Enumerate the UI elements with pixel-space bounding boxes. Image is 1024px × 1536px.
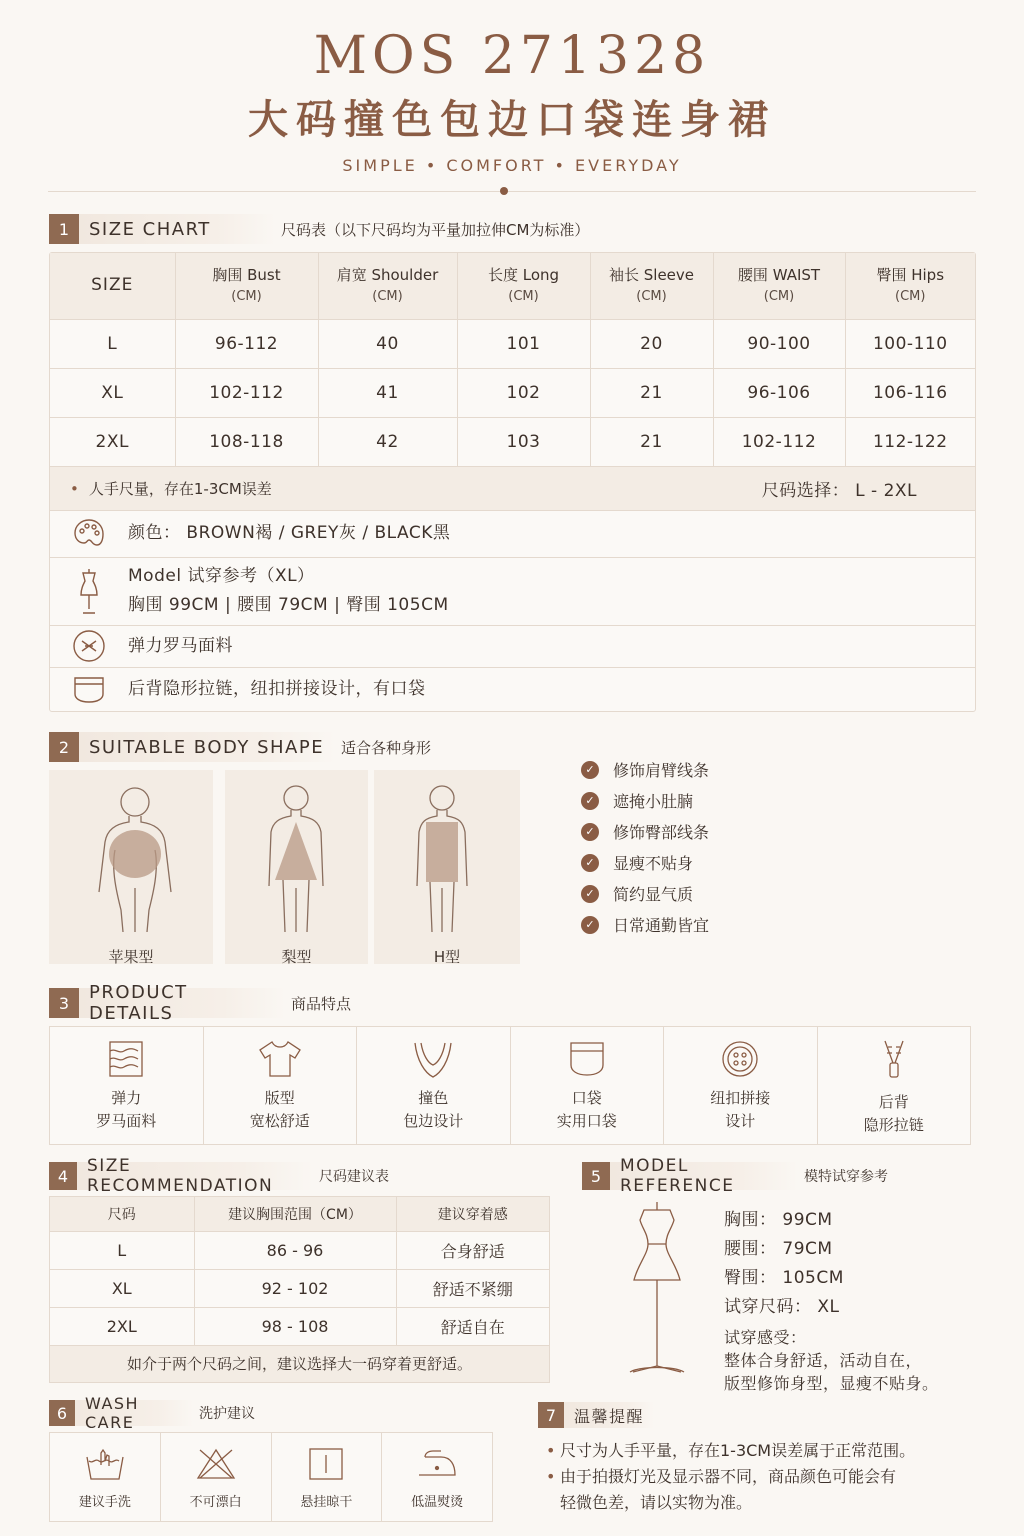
header-cell: SIZE (50, 253, 175, 319)
table-cell: 106-116 (845, 368, 975, 417)
check-icon: ✓ (581, 916, 599, 934)
list-item: • 尺寸为人手平量，存在1-3CM误差属于正常范围。 (546, 1438, 986, 1464)
model-measurements (724, 1205, 939, 1394)
hand-wash-icon (85, 1447, 125, 1481)
section-number: 3 (49, 988, 79, 1018)
model-waist: 腰围： 79CM (724, 1239, 833, 1259)
shape-label: 苹果型 (108, 948, 154, 966)
header-cell: 建议胸围范围（CM） (194, 1197, 396, 1231)
pocket-icon (72, 672, 106, 706)
section-number: 7 (538, 1402, 564, 1428)
shape-label: 梨型 (281, 948, 312, 966)
detail-zipper: 后背 隐形拉链 (818, 1027, 971, 1144)
section-title: SUITABLE BODY SHAPE (79, 732, 335, 762)
recommendation-panel (49, 1196, 550, 1383)
table-row (50, 1231, 549, 1269)
color-info: 颜色： BROWN褐 / GREY灰 / BLACK黑 (128, 523, 451, 543)
recommendation-note: 如介于两个尺码之间，建议选择大一码穿着更舒适。 (50, 1346, 549, 1382)
section-subtitle: 尺码建议表 (319, 1169, 389, 1185)
section-title: SIZE RECOMMENDATION (77, 1162, 313, 1190)
section-subtitle: 适合各种身形 (341, 738, 432, 757)
list-item: ✓ 日常通勤皆宜 (581, 909, 709, 940)
section-number: 1 (49, 214, 79, 244)
wash-care-panel (49, 1432, 493, 1522)
table-cell: 96-112 (175, 319, 318, 368)
section-title: MODEL REFERENCE (610, 1162, 798, 1190)
section-size-chart-heading (49, 214, 589, 244)
table-cell: 2XL (50, 417, 175, 466)
check-icon: ✓ (581, 854, 599, 872)
table-cell: L (50, 319, 175, 368)
recommendation-header-row (50, 1197, 549, 1231)
list-item: ✓ 遮掩小肚腩 (581, 785, 709, 816)
section-subtitle: 模特试穿参考 (804, 1169, 888, 1185)
detail-fit: 版型 宽松舒适 (204, 1027, 358, 1144)
table-cell: 20 (590, 319, 713, 368)
button-icon (720, 1039, 760, 1079)
table-cell: 98 - 108 (194, 1307, 396, 1345)
info-row-color (50, 511, 975, 558)
size-chart-header-row (50, 253, 975, 319)
section-subtitle: 洗护建议 (199, 1406, 255, 1422)
product-details-panel (49, 1026, 971, 1145)
size-chart-panel (49, 252, 976, 712)
table-cell: 合身舒适 (396, 1231, 549, 1269)
shape-label: H型 (433, 948, 461, 966)
header-cell: 臀围 Hips (CM) (845, 253, 975, 319)
model-feel-line: 整体合身舒适，活动自在， (724, 1351, 923, 1370)
wash-hang-dry: 悬挂晾干 (272, 1433, 383, 1521)
section-number: 4 (49, 1162, 77, 1190)
pear-body-icon (225, 770, 368, 940)
list-item-continued: 轻微色差，请以实物为准。 (560, 1493, 753, 1512)
section-model-reference-heading (582, 1156, 888, 1196)
wash-low-iron: 低温熨烫 (382, 1433, 492, 1521)
table-cell: 86 - 96 (194, 1231, 396, 1269)
table-cell: 108-118 (175, 417, 318, 466)
section-product-details-heading (49, 982, 352, 1024)
table-cell: 42 (318, 417, 457, 466)
header-cell: 腰围 WAIST (CM) (713, 253, 845, 319)
model-size: 试穿尺码： XL (724, 1297, 840, 1317)
no-bleach-icon (195, 1447, 237, 1481)
tagline: SIMPLE • COMFORT • EVERYDAY (342, 156, 682, 175)
section-number: 2 (49, 732, 79, 762)
check-icon: ✓ (581, 792, 599, 810)
table-row (50, 368, 975, 417)
table-cell: 舒适不紧绷 (396, 1269, 549, 1307)
wash-hand: 建议手洗 (50, 1433, 161, 1521)
measurement-note: • 人手尺量，存在1-3CM误差 (70, 479, 272, 498)
section-title: WASH CARE (75, 1400, 193, 1426)
section-number: 5 (582, 1162, 610, 1190)
apple-body-icon (49, 770, 213, 940)
design-info: 后背隐形拉链，纽扣拼接设计，有口袋 (128, 678, 426, 699)
model-feel-line: 版型修饰身型，显瘦不贴身。 (724, 1374, 939, 1393)
table-cell: 100-110 (845, 319, 975, 368)
header-cell: 胸围 Bust (CM) (175, 253, 318, 319)
detail-fabric: 弹力 罗马面料 (50, 1027, 204, 1144)
table-cell: 96-106 (713, 368, 845, 417)
list-item: ✓ 修饰肩臂线条 (581, 754, 709, 785)
shape-card-pear (225, 770, 368, 964)
detail-trim: 撞色 包边设计 (357, 1027, 511, 1144)
size-chart-note-bar (50, 467, 975, 511)
section-reminder-heading (538, 1402, 654, 1428)
h-body-icon (374, 770, 520, 940)
section-subtitle: 商品特点 (291, 994, 352, 1013)
table-cell: 103 (457, 417, 590, 466)
section-wash-care-heading (49, 1394, 255, 1432)
zipper-icon (879, 1039, 909, 1083)
benefit-list (581, 754, 709, 940)
size-select-text: 尺码选择： L - 2XL (761, 480, 917, 501)
model-hips: 臀围： 105CM (724, 1268, 844, 1288)
table-cell: 40 (318, 319, 457, 368)
header-cell: 建议穿着感 (396, 1197, 549, 1231)
table-row (50, 1269, 549, 1307)
list-item: • 由于拍摄灯光及显示器不同，商品颜色可能会有 (546, 1464, 986, 1490)
table-cell: 21 (590, 368, 713, 417)
reminder-list (546, 1438, 986, 1516)
section-title: 温馨提醒 (564, 1402, 654, 1428)
model-bust: 胸围： 99CM (724, 1210, 833, 1230)
product-name-title: 大码撞色包边口袋连身裙 (248, 97, 776, 143)
mannequin-icon (72, 574, 106, 608)
table-cell: 21 (590, 417, 713, 466)
header-cell: 肩宽 Shoulder (CM) (318, 253, 457, 319)
model-info (128, 562, 449, 620)
hang-dry-icon (308, 1447, 344, 1481)
palette-icon (72, 517, 106, 551)
table-cell: 舒适自在 (396, 1307, 549, 1345)
table-cell: 41 (318, 368, 457, 417)
table-cell: 90-100 (713, 319, 845, 368)
section-body-shape-heading (49, 732, 431, 762)
size-chart-table (50, 253, 975, 467)
table-cell: 101 (457, 319, 590, 368)
table-cell: 112-122 (845, 417, 975, 466)
section-size-recommendation-heading (49, 1156, 389, 1196)
info-row-fabric (50, 626, 975, 668)
check-icon: ✓ (581, 761, 599, 779)
header-cell: 尺码 (50, 1197, 194, 1231)
section-subtitle: 尺码表（以下尺码均为平量加拉伸CM为标准） (281, 220, 590, 239)
section-title: PRODUCT DETAILS (79, 988, 285, 1018)
table-cell: 102-112 (175, 368, 318, 417)
recommendation-table (50, 1197, 549, 1346)
tshirt-icon (256, 1039, 304, 1079)
section-title: SIZE CHART (79, 214, 275, 244)
section-number: 6 (49, 1400, 75, 1426)
check-icon: ✓ (581, 823, 599, 841)
table-cell: 2XL (50, 1307, 194, 1345)
table-row (50, 319, 975, 368)
list-item: ✓ 显瘦不贴身 (581, 847, 709, 878)
dress-form-icon (612, 1200, 702, 1384)
table-row (50, 417, 975, 466)
table-cell: 92 - 102 (194, 1269, 396, 1307)
shape-card-h (374, 770, 520, 964)
neckline-icon (411, 1039, 455, 1079)
wash-no-bleach: 不可漂白 (161, 1433, 272, 1521)
divider-dot (500, 187, 508, 195)
iron-icon (415, 1447, 459, 1481)
fabric-icon (72, 629, 106, 663)
detail-button: 纽扣拼接 设计 (664, 1027, 818, 1144)
fabric-info: 弹力罗马面料 (128, 635, 233, 656)
table-cell: XL (50, 368, 175, 417)
header-divider (48, 191, 976, 192)
model-info-line2: 胸围 99CM | 腰围 79CM | 臀围 105CM (128, 595, 449, 615)
model-feel-label: 试穿感受： (724, 1328, 807, 1347)
fabric-swatch-icon (107, 1039, 145, 1079)
table-cell: L (50, 1231, 194, 1269)
detail-pocket: 口袋 实用口袋 (511, 1027, 665, 1144)
table-cell: 102 (457, 368, 590, 417)
header-cell: 长度 Long (CM) (457, 253, 590, 319)
table-cell: XL (50, 1269, 194, 1307)
shape-card-apple (49, 770, 213, 964)
product-code-title: MOS 271328 (313, 26, 711, 86)
info-row-model (50, 558, 975, 626)
header-cell: 袖长 Sleeve (CM) (590, 253, 713, 319)
info-row-design (50, 668, 975, 711)
list-item: ✓ 简约显气质 (581, 878, 709, 909)
pocket-icon (567, 1039, 607, 1079)
table-cell: 102-112 (713, 417, 845, 466)
table-row (50, 1307, 549, 1345)
list-item: ✓ 修饰臀部线条 (581, 816, 709, 847)
model-info-line1: Model 试穿参考（XL） (128, 566, 315, 586)
check-icon: ✓ (581, 885, 599, 903)
